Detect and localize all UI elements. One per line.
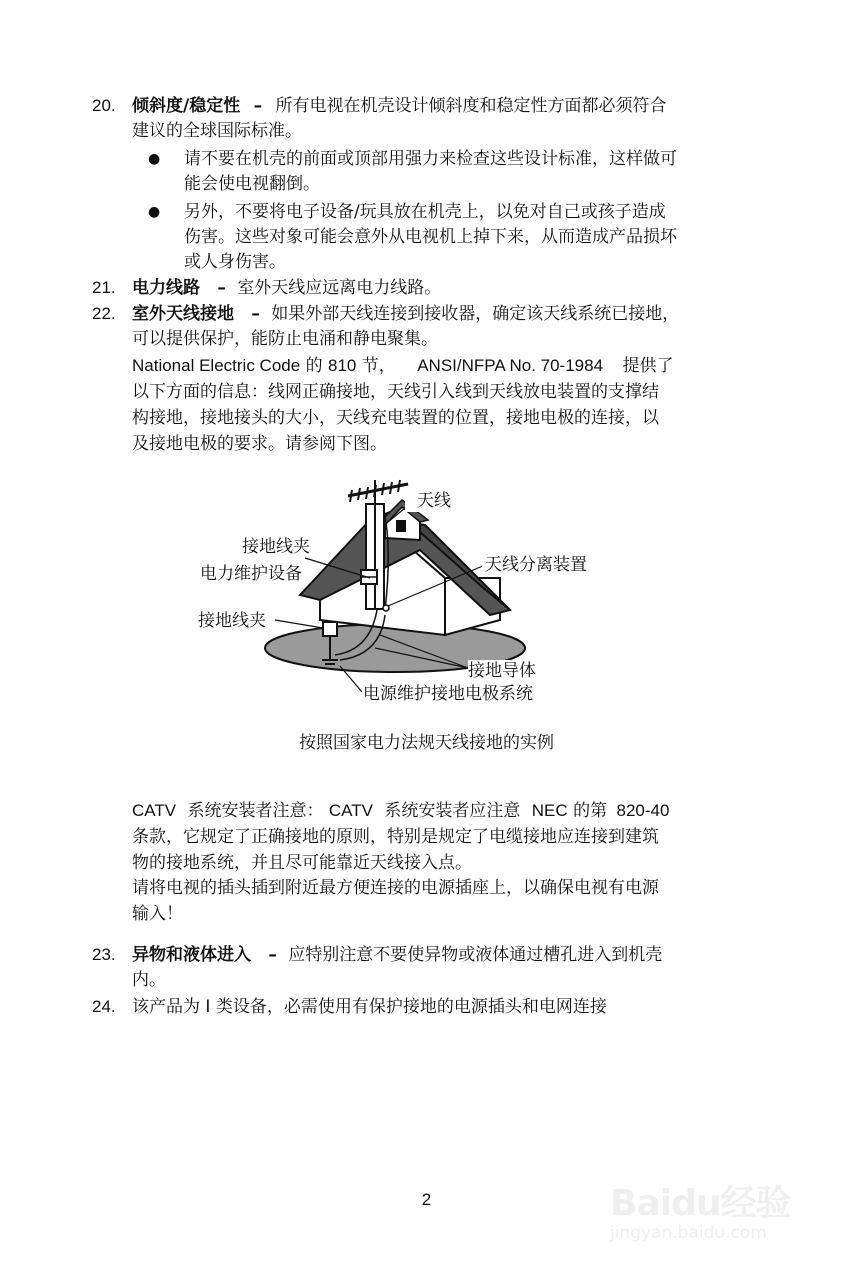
item-20-line1 bbox=[132, 94, 667, 118]
item-number: 20. bbox=[92, 96, 116, 115]
bullet-mark: ● bbox=[148, 151, 161, 167]
nec-code-name: National Electric Code bbox=[132, 356, 301, 375]
item-dash: – bbox=[268, 945, 277, 965]
item-24-line1: 该产品为 I 类设备，必需使用有保护接地的电源插头和电网连接 bbox=[132, 997, 607, 1017]
item-number: 21. bbox=[92, 278, 116, 297]
nec-text: 节， bbox=[361, 356, 396, 376]
catv-section: 820-40 bbox=[616, 801, 670, 820]
bullet-2-line3: 或人身伤害。 bbox=[184, 252, 286, 272]
catv-line4: 请将电视的插头插到附近最方便连接的电源插座上，以确保电视有电源 bbox=[132, 878, 659, 898]
watermark-url: jingyan.baidu.com bbox=[610, 1223, 767, 1243]
catv-line3: 物的接地系统，并且尽可能靠近天线接入点。 bbox=[132, 853, 472, 873]
nec-standard: ANSI/NFPA No. 70-1984 bbox=[417, 356, 604, 375]
page-number: 2 bbox=[421, 1190, 432, 1209]
nec-line1 bbox=[132, 354, 673, 378]
item-23-line2: 内。 bbox=[132, 970, 166, 990]
bullet-mark: ● bbox=[148, 204, 161, 220]
nec-line3: 构接地，接地接头的大小，天线充电装置的位置，接地电极的连接，以 bbox=[132, 408, 659, 428]
label-antenna-discharge: 天线分离装置 bbox=[485, 555, 587, 575]
item-dash: – bbox=[253, 96, 263, 116]
item-number: 22. bbox=[92, 304, 116, 323]
item-title: 电力线路 bbox=[132, 278, 200, 298]
item-title: 异物和液体进入 bbox=[132, 945, 251, 965]
item-text: 所有电视在机壳设计倾斜度和稳定性方面都必须符合 bbox=[275, 96, 667, 116]
catv-line1 bbox=[132, 799, 669, 823]
catv-line5: 输入！ bbox=[132, 904, 183, 924]
bullet-2-line2: 伤害。这些对象可能会意外从电视机上掉下来，从而造成产品损坏 bbox=[184, 227, 677, 247]
nec-text: 的 bbox=[305, 356, 323, 376]
item-title: 倾斜度/稳定性 bbox=[132, 96, 241, 116]
nec-text: 提供了 bbox=[622, 356, 674, 376]
dormer-window bbox=[396, 520, 406, 532]
label-power-service: 电力维护设备 bbox=[200, 564, 302, 584]
watermark-logo: Baidu经验 bbox=[610, 1183, 791, 1224]
catv-line2: 条款，它规定了正确接地的原则，特别是规定了电缆接地应连接到建筑 bbox=[132, 827, 659, 847]
label-ground-clamp-top: 接地线夹 bbox=[242, 537, 310, 557]
catv-text: 系统安装者注意： bbox=[187, 801, 324, 821]
item-23-line1 bbox=[132, 943, 662, 967]
diagram-caption: 按照国家电力法规天线接地的实例 bbox=[299, 733, 554, 753]
antenna-grounding-diagram bbox=[180, 470, 640, 720]
nec-section: 810 bbox=[328, 356, 357, 375]
label-electrode-system: 电源维护接地电极系统 bbox=[363, 684, 533, 704]
label-ground-conductor: 接地导体 bbox=[468, 661, 536, 681]
power-service-box bbox=[323, 622, 337, 636]
bullet-1-line2: 能会使电视翻倒。 bbox=[184, 174, 320, 194]
item-text: 室外天线应远离电力线路。 bbox=[237, 278, 442, 298]
catv-term: CATV bbox=[328, 801, 373, 820]
catv-text: 的第 bbox=[573, 801, 608, 821]
item-dash: – bbox=[251, 304, 260, 324]
item-text: 如果外部天线连接到接收器，确定该天线系统已接地， bbox=[271, 304, 680, 324]
item-dash: – bbox=[217, 278, 226, 298]
item-title: 室外天线接地 bbox=[132, 304, 234, 324]
item-text: 应特别注意不要使异物或液体通过槽孔进入到机壳 bbox=[288, 945, 663, 965]
leader-clamp-left bbox=[275, 620, 323, 628]
nec-line2: 以下方面的信息：线网正确接地，天线引入线到天线放电装置的支撑结 bbox=[132, 382, 659, 402]
item-22-line1 bbox=[132, 302, 679, 326]
item-21-line1 bbox=[132, 276, 441, 300]
item-number: 24. bbox=[92, 997, 116, 1016]
baidu-watermark bbox=[600, 1155, 840, 1255]
bullet-1-line1: 请不要在机壳的前面或顶部用强力来检查这些设计标准，这样做可 bbox=[184, 149, 677, 169]
item-20-line2: 建议的全球国际标准。 bbox=[132, 121, 302, 141]
label-ground-clamp-left: 接地线夹 bbox=[198, 611, 266, 631]
nec-line4: 及接地电极的要求。请参阅下图。 bbox=[132, 434, 387, 454]
item-22-line2: 可以提供保护，能防止电涌和静电聚集。 bbox=[132, 329, 438, 349]
bullet-2-line1: 另外，不要将电子设备/玩具放在机壳上，以免对自己或孩子造成 bbox=[184, 202, 666, 222]
item-number: 23. bbox=[92, 945, 116, 964]
label-antenna: 天线 bbox=[417, 491, 451, 511]
catv-text: 系统安装者应注意 bbox=[384, 801, 521, 821]
catv-term: CATV bbox=[132, 801, 177, 820]
catv-nec: NEC bbox=[531, 801, 568, 820]
